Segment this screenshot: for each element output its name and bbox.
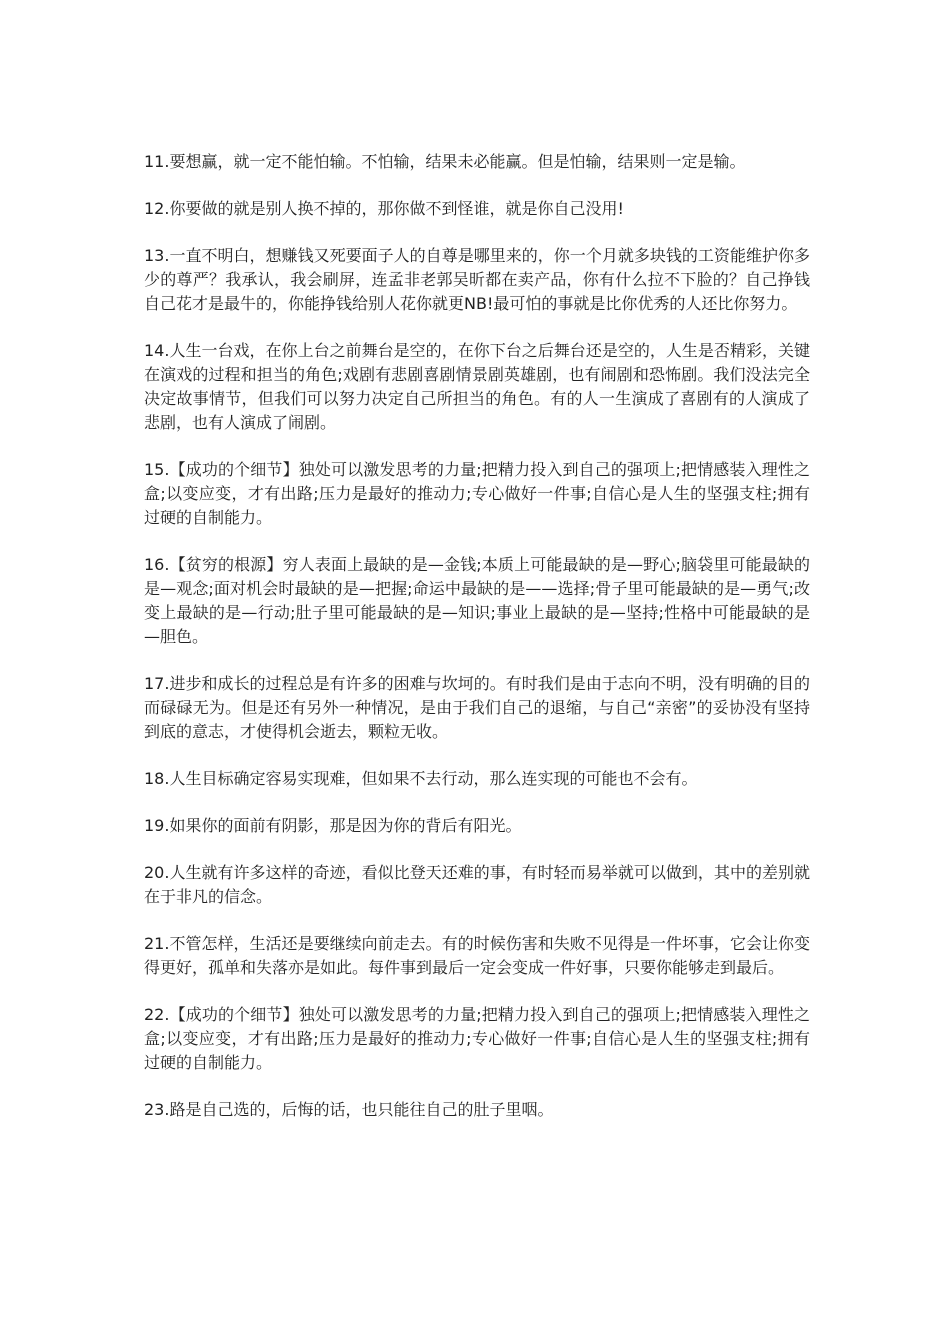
paragraph-23: 23.路是自己选的，后悔的话，也只能往自己的肚子里咽。 (144, 1100, 554, 1119)
document-body (144, 150, 810, 1145)
paragraph-15: 15.【成功的个细节】独处可以激发思考的力量;把精力投入到自己的强项上;把情感装入理性之盒;以变应变，才有出路;压力是最好的推动力;专心做好一件事;自信心是人生的坚强支柱;拥有过硬的自制能力。 (144, 460, 810, 527)
paragraph-20: 20.人生就有许多这样的奇迹，看似比登天还难的事，有时轻而易举就可以做到，其中的差别就在于非凡的信念。 (144, 863, 810, 906)
paragraph-19: 19.如果你的面前有阴影，那是因为你的背后有阳光。 (144, 816, 522, 835)
paragraph-21: 21.不管怎样，生活还是要继续向前走去。有的时候伤害和失败不见得是一件坏事，它会让你变得更好，孤单和失落亦是如此。每件事到最后一定会变成一件好事，只要你能够走到最后。 (144, 934, 810, 977)
paragraph-22: 22.【成功的个细节】独处可以激发思考的力量;把精力投入到自己的强项上;把情感装入理性之盒;以变应变，才有出路;压力是最好的推动力;专心做好一件事;自信心是人生的坚强支柱;拥有过硬的自制能力。 (144, 1005, 810, 1072)
paragraph-12: 12.你要做的就是别人换不掉的，那你做不到怪谁，就是你自己没用! (144, 199, 624, 218)
paragraph-16: 16.【贫穷的根源】穷人表面上最缺的是—金钱;本质上可能最缺的是—野心;脑袋里可能最缺的是—观念;面对机会时最缺的是—把握;命运中最缺的是——选择;骨子里可能最缺的是—勇气;改变上最缺的是—行动;肚子里可能最缺的是—知识;事业上最缺的是—坚持;性格中可能最缺的是—胆色。 (144, 555, 810, 646)
paragraph-17: 17.进步和成长的过程总是有许多的困难与坎坷的。有时我们是由于志向不明，没有明确的目的而碌碌无为。但是还有另外一种情况，是由于我们自己的退缩，与自己“亲密”的妥协没有坚持到底的意志，才使得机会逝去，颗粒无收。 (144, 674, 810, 741)
paragraph-13: 13.一直不明白，想赚钱又死要面子人的自尊是哪里来的，你一个月就多块钱的工资能维护你多少的尊严？我承认，我会刷屏，连孟非老郭吴昕都在卖产品，你有什么拉不下脸的？自己挣钱自己花才是最牛的，你能挣钱给别人花你就更NB!最可怕的事就是比你优秀的人还比你努力。 (144, 246, 810, 313)
paragraph-14: 14.人生一台戏，在你上台之前舞台是空的，在你下台之后舞台还是空的，人生是否精彩，关键在演戏的过程和担当的角色;戏剧有悲剧喜剧情景剧英雄剧，也有闹剧和恐怖剧。我们没法完全决定故事情节，但我们可以努力决定自己所担当的角色。有的人一生演成了喜剧有的人演成了悲剧，也有人演成了闹剧。 (144, 341, 810, 432)
paragraph-11: 11.要想赢，就一定不能怕输。不怕输，结果未必能赢。但是怕输，结果则一定是输。 (144, 152, 746, 171)
paragraph-18: 18.人生目标确定容易实现难，但如果不去行动，那么连实现的可能也不会有。 (144, 769, 698, 788)
